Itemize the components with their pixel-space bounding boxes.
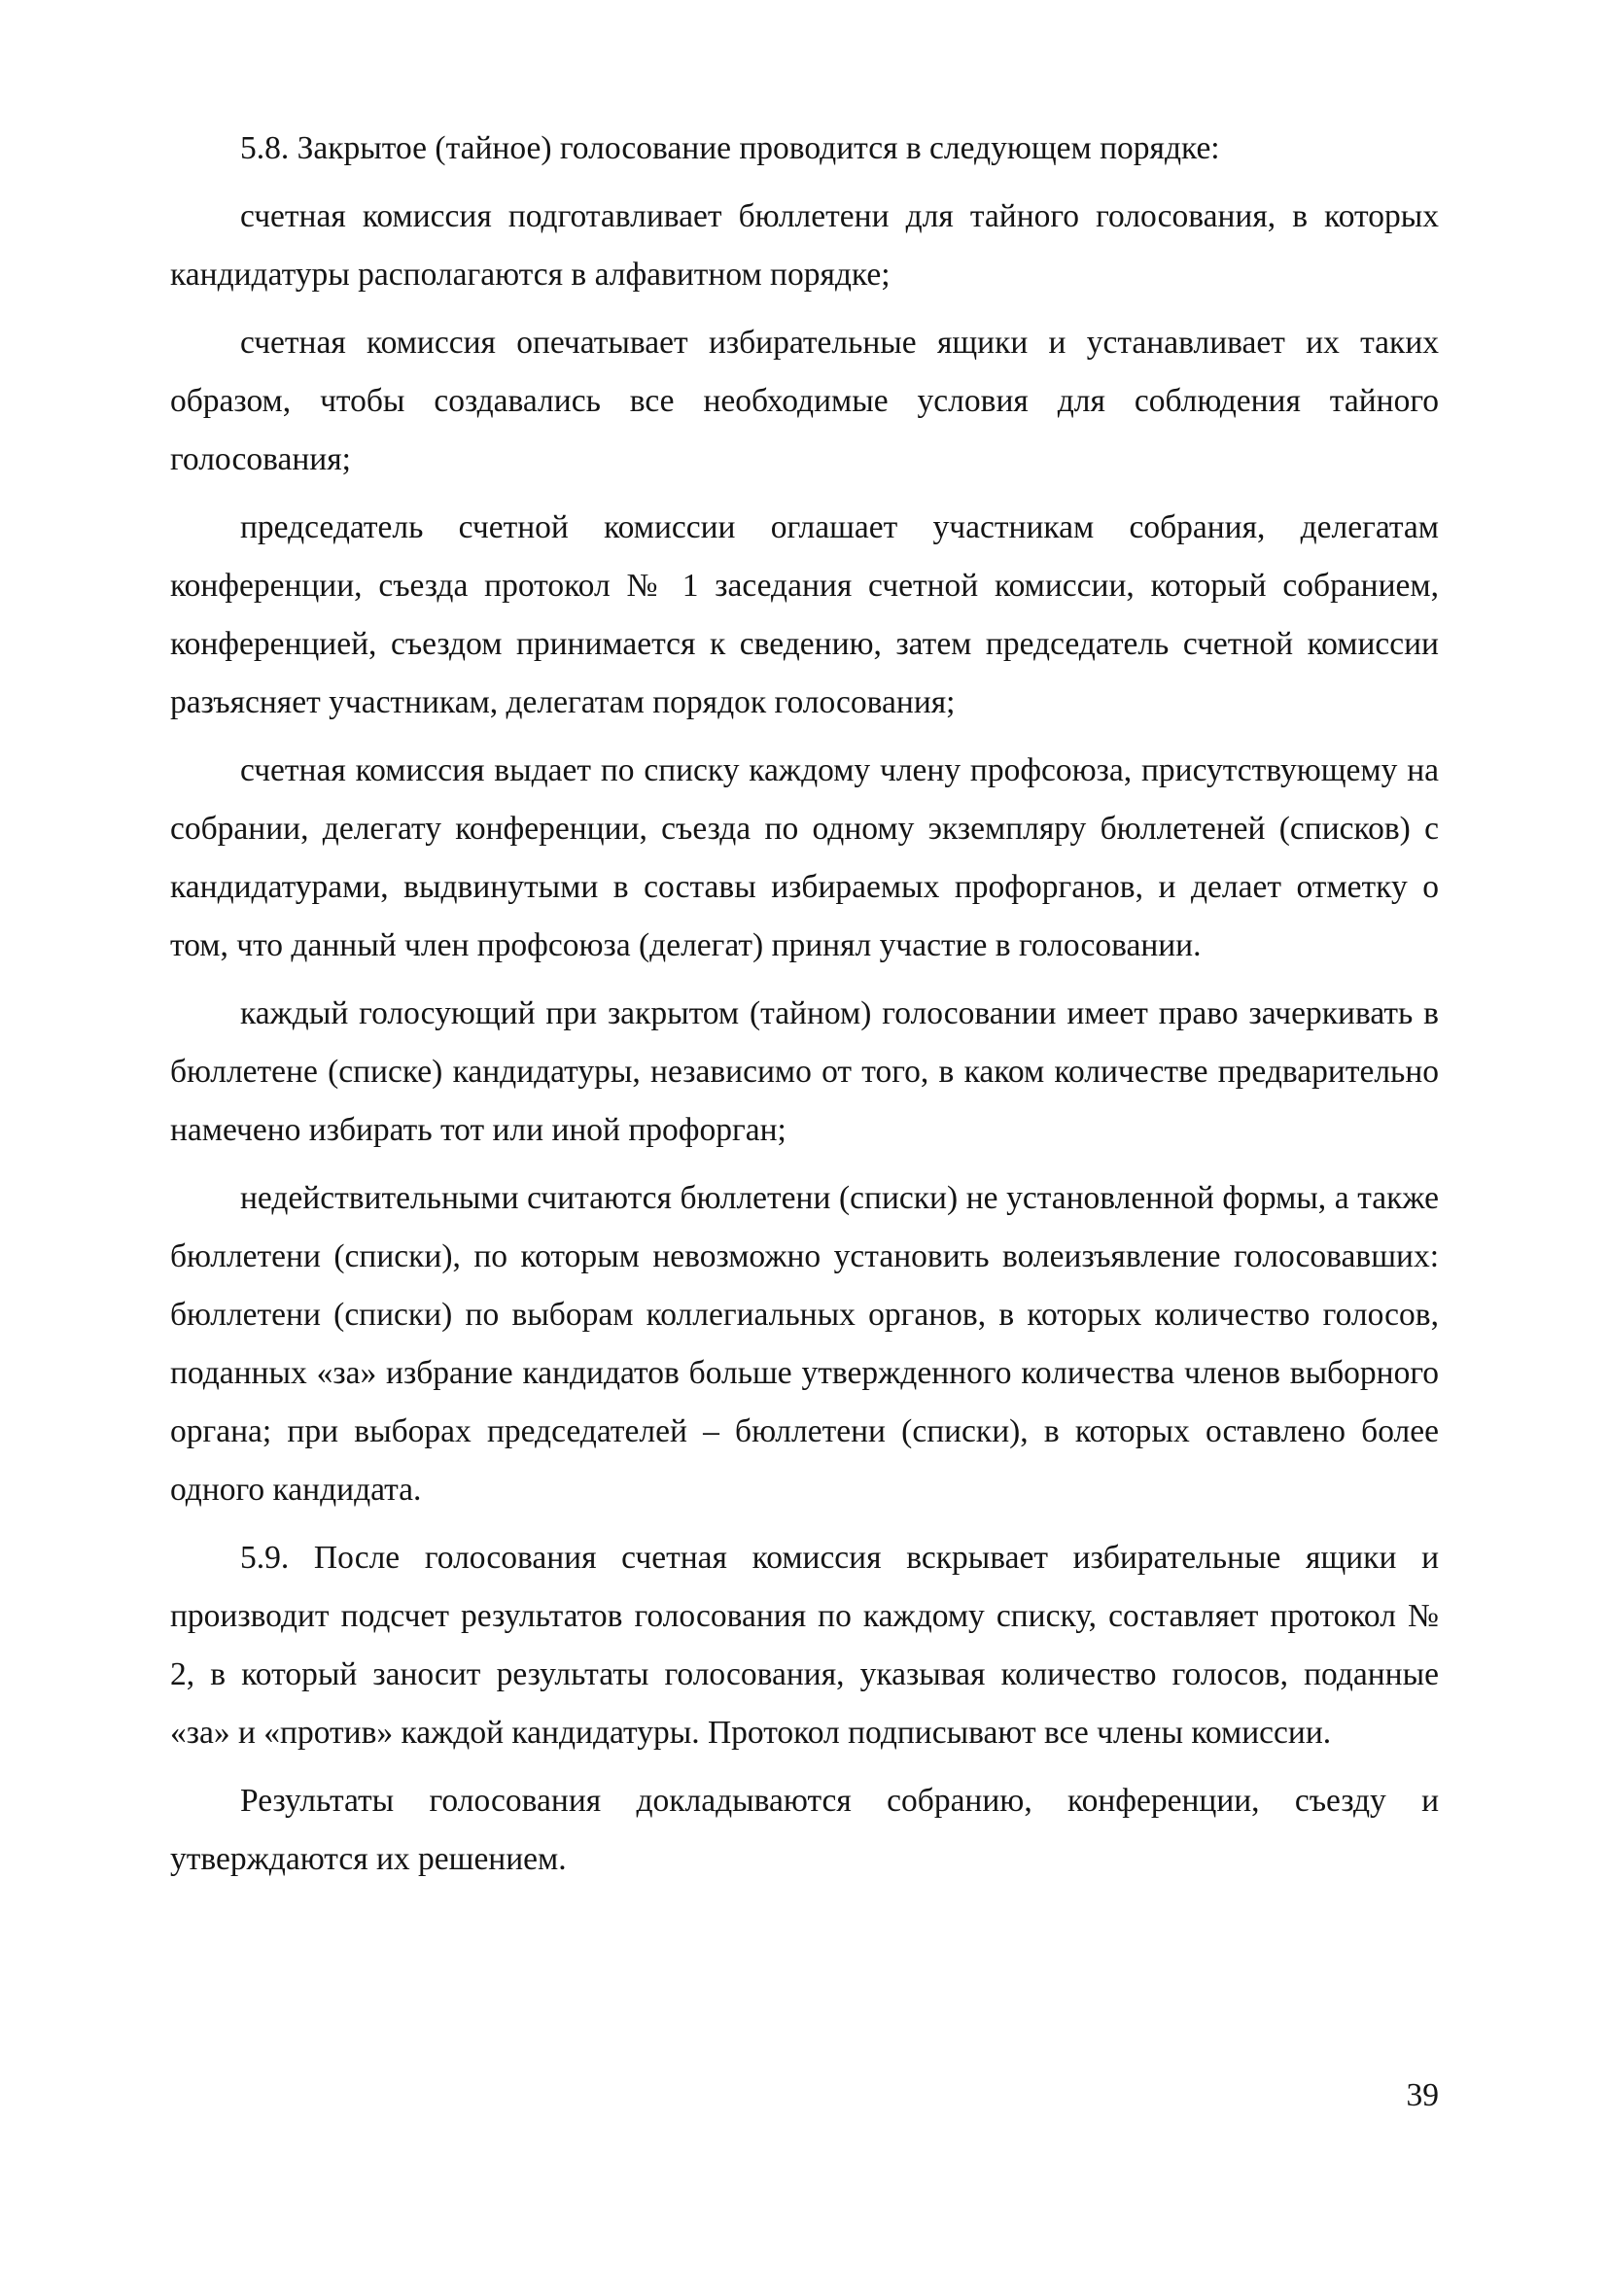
paragraph-ballot-preparation: счетная комиссия подготавливает бюллетени для тайного голосования, в которых кандидатуры располагаются в алфавитном порядке;: [170, 198, 1439, 293]
paragraph-voter-rights: каждый голосующий при закрытом (тайном) голосовании имеет право зачеркивать в бюллетене (списке) кандидатуры, независимо от того, в каком количестве предварительно намечено избирать тот или иной профорган;: [170, 995, 1439, 1148]
paragraph-5-8-heading: 5.8. Закрытое (тайное) голосование проводится в следующем порядке:: [240, 130, 1220, 166]
paragraph-invalid-ballots: недействительными считаются бюллетени (списки) не установленной формы, а также бюллетени (списки), по которым невозможно установить волеизъявление голосовавших: бюллетени (списки) по выборам коллегиальных органов, в которых количество голосов, поданных «за» избрание кандидатов больше утвержденного количества членов выборного органа; при выборах председателей – бюллетени (списки), в которых оставлено более одного кандидата.: [170, 1180, 1439, 1508]
paragraph-5-9-counting: 5.9. После голосования счетная комиссия вскрывает избирательные ящики и производит подсчет результатов голосования по каждому списку, составляет протокол № 2, в который заносит результаты голосования, указывая количество голосов, поданные «за» и «против» каждой кандидатуры. Протокол подписывают все члены комиссии.: [170, 1540, 1439, 1751]
page-number: 39: [1406, 2077, 1439, 2113]
paragraph-results-approval: Результаты голосования докладываются собранию, конференции, съезду и утверждаются их решением.: [170, 1783, 1439, 1877]
document-body: [170, 120, 1439, 1889]
paragraph-ballot-issue: счетная комиссия выдает по списку каждому члену профсоюза, присутствующему на собрании, делегату конференции, съезда по одному экземпляру бюллетеней (списков) с кандидатурами, выдвинутыми в составы избираемых профорганов, и делает отметку о том, что данный член профсоюза (делегат) принял участие в голосовании.: [170, 752, 1439, 963]
paragraph-ballot-boxes: счетная комиссия опечатывает избирательные ящики и устанавливает их таких образом, чтобы создавались все необходимые условия для соблюдения тайного голосования;: [170, 325, 1439, 477]
paragraph-chairman-announcement: председатель счетной комиссии оглашает участникам собрания, делегатам конференции, съезда протокол № 1 заседания счетной комиссии, который собранием, конференцией, съездом принимается к сведению, затем председатель счетной комиссии разъясняет участникам, делегатам порядок голосования;: [170, 509, 1439, 720]
